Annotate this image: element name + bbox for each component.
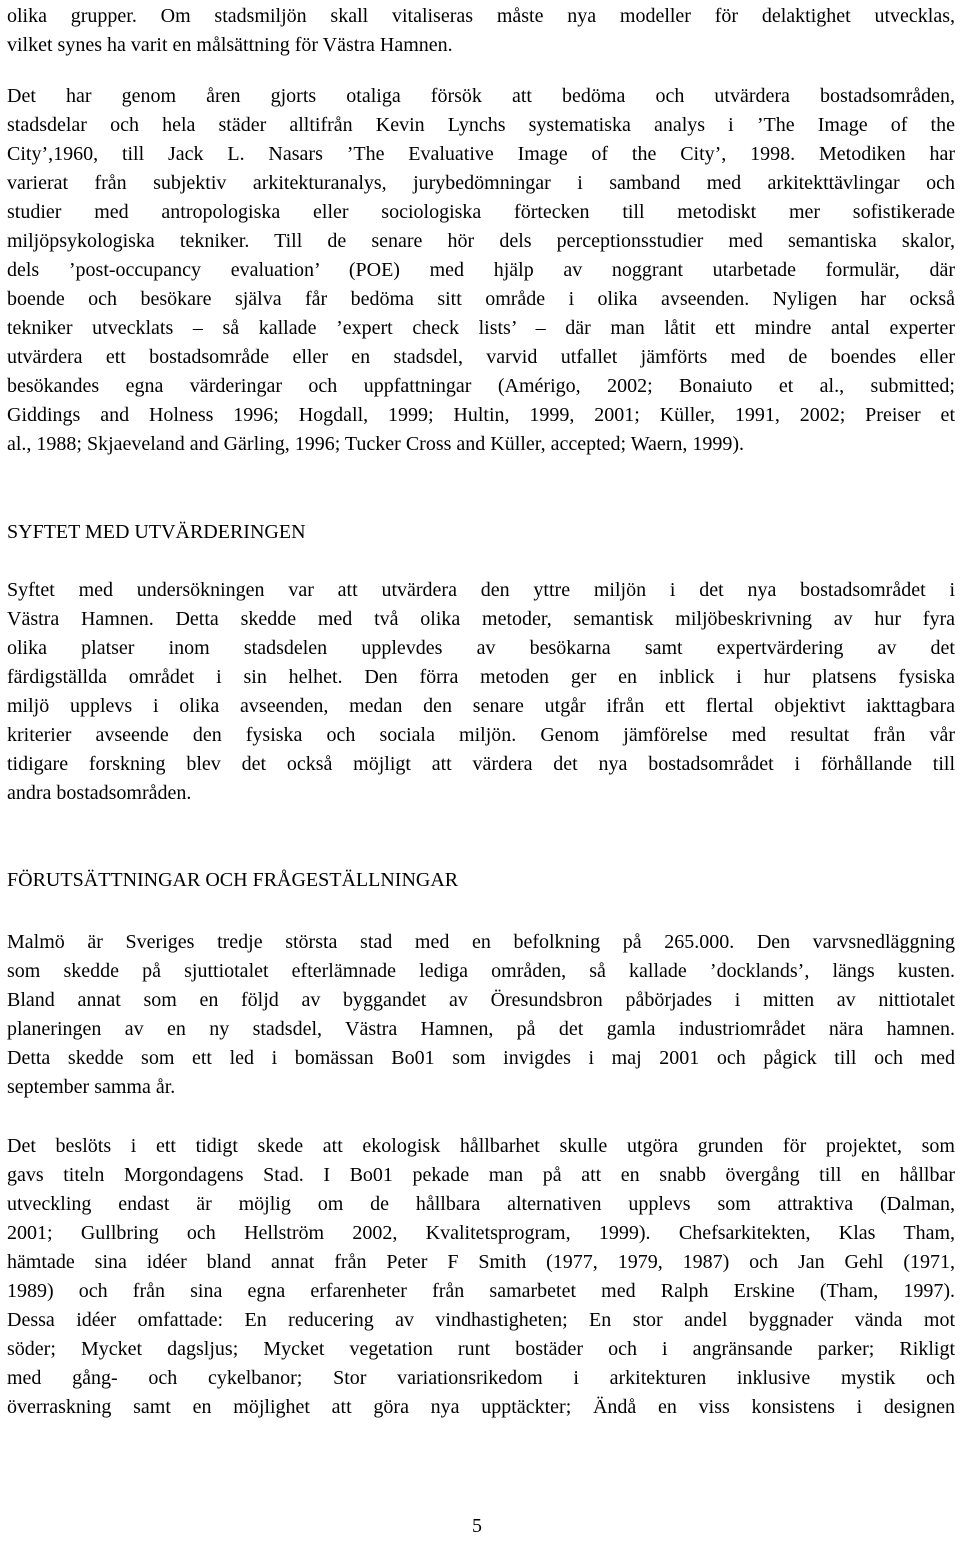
- text-line: färdigställda området i sin helhet. Den förra metoden ger en inblick i hur platsens fysiska: [7, 666, 955, 688]
- text-line: september samma år.: [7, 1076, 176, 1098]
- page-number: 5: [472, 1515, 482, 1537]
- text-line: söder; Mycket dagsljus; Mycket vegetation runt bostäder och i angränsande parker; Rikligt: [7, 1338, 955, 1360]
- text-line: utvärdera ett bostadsområde eller en stadsdel, varvid utfallet jämförts med de boendes eller: [7, 346, 955, 368]
- text-line: Det beslöts i ett tidigt skede att ekologisk hållbarhet skulle utgöra grunden för projektet, som: [7, 1135, 955, 1157]
- text-line: tekniker utvecklats – så kallade ’expert check lists’ – där man låtit ett mindre antal experter: [7, 317, 955, 339]
- text-line: Giddings and Holness 1996; Hogdall, 1999; Hultin, 1999, 2001; Küller, 1991, 2002; Preiser et: [7, 404, 955, 426]
- text-line: 1989) och från sina egna erfarenheter från samarbetet med Ralph Erskine (Tham, 1997).: [7, 1280, 955, 1302]
- text-line: Västra Hamnen. Detta skedde med två olika metoder, semantisk miljöbeskrivning av hur fyra: [7, 608, 955, 630]
- text-line: överraskning samt en möjlighet att göra nya upptäckter; Ändå en viss konsistens i designen: [7, 1396, 955, 1418]
- text-line: vilket synes ha varit en målsättning för Västra Hamnen.: [7, 34, 453, 56]
- text-line: Malmö är Sveriges tredje största stad med en befolkning på 265.000. Den varvsnedläggning: [7, 931, 955, 953]
- text-line: Bland annat som en följd av byggandet av Öresundsbron påbörjades i mitten av nittiotalet: [7, 989, 955, 1011]
- text-line: olika grupper. Om stadsmiljön skall vitaliseras måste nya modeller för delaktighet utvecklas,: [7, 5, 955, 27]
- text-line: andra bostadsområden.: [7, 782, 192, 804]
- text-line: utveckling endast är möjlig om de hållbara alternativen upplevs som attraktiva (Dalman,: [7, 1193, 955, 1215]
- text-line: al., 1988; Skjaeveland and Gärling, 1996; Tucker Cross and Küller, accepted; Waern, 1999).: [7, 433, 745, 455]
- text-line: besökandes egna värderingar och uppfattningar (Amérigo, 2002; Bonaiuto et al., submitted;: [7, 375, 955, 397]
- text-line: Detta skedde som ett led i bomässan Bo01 som invigdes i maj 2001 och pågick till och med: [7, 1047, 955, 1069]
- text-line: stadsdelar och hela städer alltifrån Kevin Lynchs systematiska analys i ’The Image of the: [7, 114, 955, 136]
- section-heading-forutsattningar: FÖRUTSÄTTNINGAR OCH FRÅGESTÄLLNINGAR: [7, 869, 459, 891]
- text-line: planeringen av en ny stadsdel, Västra Hamnen, på det gamla industriområdet nära hamnen.: [7, 1018, 955, 1040]
- text-line: City’,1960, till Jack L. Nasars ’The Evaluative Image of the City’, 1998. Metodiken har: [7, 143, 955, 165]
- text-line: Dessa idéer omfattade: En reducering av vindhastigheten; En stor andel byggnader vända mot: [7, 1309, 955, 1331]
- text-line: tidigare forskning blev det också möjligt att värdera det nya bostadsområdet i förhållande till: [7, 753, 955, 775]
- text-line: miljö upplevs i olika avseenden, medan den senare utgår ifrån ett flertal objektivt iakttagbara: [7, 695, 955, 717]
- text-line: Det har genom åren gjorts otaliga försök att bedöma och utvärdera bostadsområden,: [7, 85, 955, 107]
- text-line: varierat från subjektiv arkitekturanalys, jurybedömningar i samband med arkitekttävlingar och: [7, 172, 955, 194]
- text-line: dels ’post-occupancy evaluation’ (POE) med hjälp av noggrant utarbetade formulär, där: [7, 259, 955, 281]
- text-line: 2001; Gullbring och Hellström 2002, Kvalitetsprogram, 1999). Chefsarkitekten, Klas Tham,: [7, 1222, 955, 1244]
- text-line: kriterier avseende den fysiska och sociala miljön. Genom jämförelse med resultat från vår: [7, 724, 955, 746]
- text-line: hämtade sina idéer bland annat från Peter F Smith (1977, 1979, 1987) och Jan Gehl (1971,: [7, 1251, 955, 1273]
- paragraph-bo01: [7, 1132, 955, 1422]
- paragraph-evaluation-methods: [7, 82, 955, 459]
- text-line: gavs titeln Morgondagens Stad. I Bo01 pekade man på att en snabb övergång till en hållbar: [7, 1164, 955, 1186]
- text-line: boende och besökare själva får bedöma sitt område i olika avseenden. Nyligen har också: [7, 288, 955, 310]
- paragraph-malmo: [7, 928, 955, 1102]
- text-line: miljöpsykologiska tekniker. Till de senare hör dels perceptionsstudier med semantiska skalor,: [7, 230, 955, 252]
- section-heading-syftet: SYFTET MED UTVÄRDERINGEN: [7, 521, 306, 543]
- text-line: som skedde på sjuttiotalet efterlämnade lediga områden, så kallade ’docklands’, längs kusten.: [7, 960, 955, 982]
- paragraph-syftet: [7, 576, 955, 808]
- text-line: med gång- och cykelbanor; Stor variationsrikedom i arkitekturen inklusive mystik och: [7, 1367, 955, 1389]
- paragraph-intro-continuation: [7, 2, 955, 60]
- text-line: studier med antropologiska eller sociologiska förtecken till metodiskt mer sofistikerade: [7, 201, 955, 223]
- text-line: olika platser inom stadsdelen upplevdes av besökarna samt expertvärdering av det: [7, 637, 955, 659]
- text-line: Syftet med undersökningen var att utvärdera den yttre miljön i det nya bostadsområdet i: [7, 579, 955, 601]
